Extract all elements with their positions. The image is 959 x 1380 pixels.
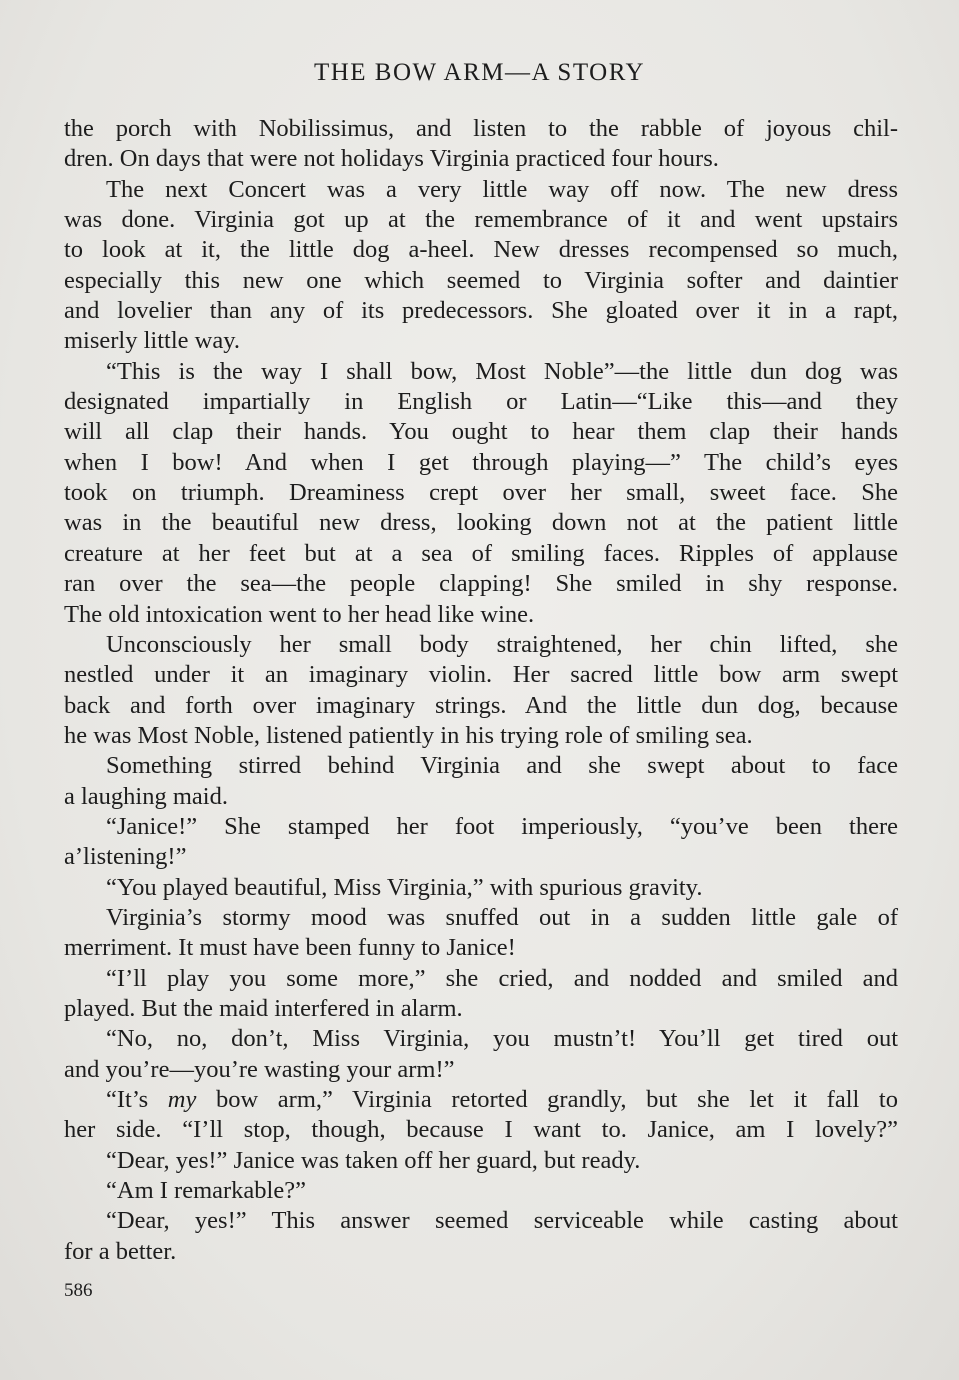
text-line: her side. “I’ll stop, though, because I want to. Janice, am I lovely?”	[64, 1116, 898, 1144]
running-head: THE BOW ARM—A STORY	[313, 59, 646, 86]
text-line: especially this new one which seemed to Virginia softer and daintier	[64, 266, 898, 294]
text-line: to look at it, the little dog a-heel. New dresses recompensed so much,	[64, 236, 898, 264]
text-line: dren. On days that were not holidays Virginia practiced four hours.	[64, 145, 719, 173]
text-line: he was Most Noble, listened patiently in his trying role of smiling sea.	[64, 721, 753, 749]
text-line: Unconsciously her small body straightened, her chin lifted, she	[106, 630, 898, 658]
text-line: a’listening!”	[64, 843, 187, 871]
text-line: miserly little way.	[64, 327, 240, 355]
text-line: played. But the maid interfered in alarm.	[64, 994, 463, 1022]
text-line: was in the beautiful new dress, looking down not at the patient little	[64, 509, 898, 537]
text-line: The next Concert was a very little way off now. The new dress	[106, 175, 898, 203]
text-line: Virginia’s stormy mood was snuffed out in a sudden little gale of	[106, 903, 898, 931]
text-line: creature at her feet but at a sea of smiling faces. Ripples of applause	[64, 539, 898, 567]
text-line: “This is the way I shall bow, Most Noble”—the little dun dog was	[106, 357, 898, 385]
text-line: ran over the sea—the people clapping! She smiled in shy response.	[64, 570, 898, 598]
text-line: when I bow! And when I get through playing—” The child’s eyes	[64, 448, 898, 476]
text-line: “Janice!” She stamped her foot imperiously, “you’ve been there	[106, 812, 898, 840]
text-line: “You played beautiful, Miss Virginia,” with spurious gravity.	[106, 873, 703, 901]
text-line: and you’re—you’re wasting your arm!”	[64, 1055, 455, 1083]
text-line: was done. Virginia got up at the remembrance of it and went upstairs	[64, 206, 898, 234]
body-text	[64, 114, 898, 1267]
page-number: 586	[64, 1280, 93, 1301]
text-line: “I’ll play you some more,” she cried, and nodded and smiled and	[106, 964, 898, 992]
text-line: “No, no, don’t, Miss Virginia, you mustn’t! You’ll get tired out	[106, 1025, 898, 1053]
text-line: nestled under it an imaginary violin. Her sacred little bow arm swept	[64, 661, 898, 689]
text-line: The old intoxication went to her head like wine.	[64, 600, 535, 628]
text-line: took on triumph. Dreaminess crept over her small, sweet face. She	[64, 479, 898, 507]
text-line: back and forth over imaginary strings. And the little dun dog, because	[64, 691, 898, 719]
text-line: “Dear, yes!” Janice was taken off her guard, but ready.	[106, 1146, 641, 1174]
text-line: “Dear, yes!” This answer seemed serviceable while casting about	[106, 1207, 898, 1235]
text-fragment: bow arm,” Virginia retorted grandly, but she let it fall to	[196, 1086, 898, 1113]
text-line: a laughing maid.	[64, 782, 228, 810]
text-line	[64, 1085, 898, 1115]
text-fragment: “It’s	[106, 1086, 168, 1113]
text-line: and lovelier than any of its predecessors. She gloated over it in a rapt,	[64, 297, 898, 325]
text-line: for a better.	[64, 1237, 177, 1265]
text-line: will all clap their hands. You ought to hear them clap their hands	[64, 418, 898, 446]
text-line: merriment. It must have been funny to Janice!	[64, 934, 516, 962]
text-line: designated impartially in English or Latin—“Like this—and they	[64, 388, 898, 416]
text-line: Something stirred behind Virginia and she swept about to face	[106, 752, 898, 780]
text-line: the porch with Nobilissimus, and listen to the rabble of joyous chil-	[64, 115, 898, 142]
text-line: “Am I remarkable?”	[106, 1177, 306, 1205]
emphasis-text: my	[167, 1086, 197, 1113]
